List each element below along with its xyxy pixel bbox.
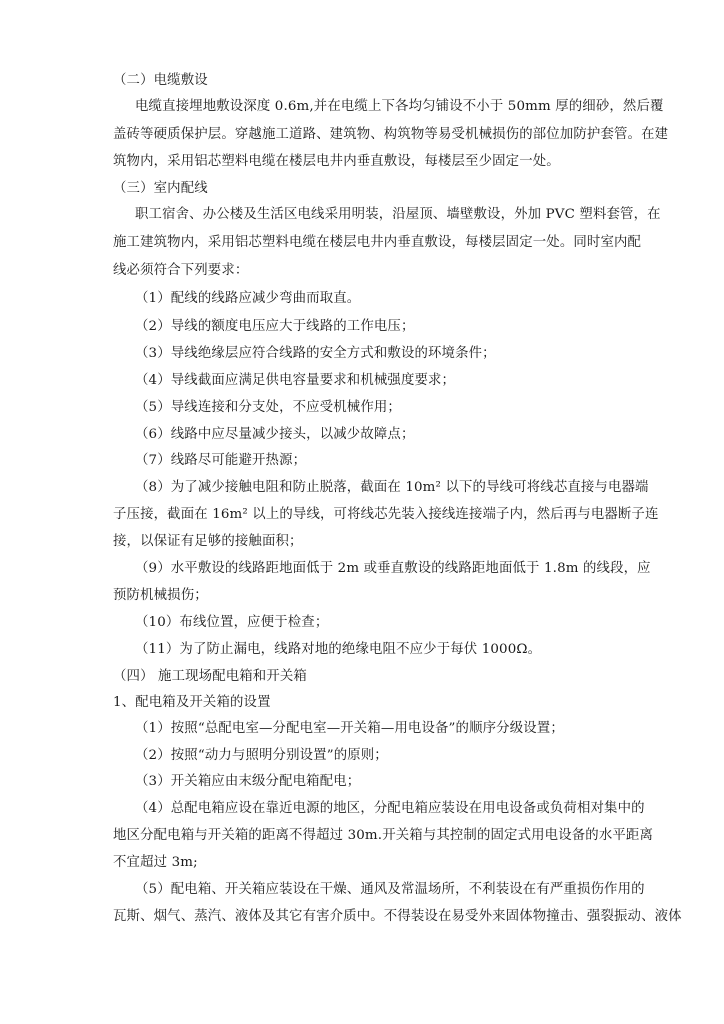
list-item: （3）导线绝缘层应符合线路的安全方式和敷设的环境条件； — [135, 346, 496, 361]
list-item-continuation: 地区分配电箱与开关箱的距离不得超过 30m.开关箱与其控制的固定式用电设备的水平距离 — [113, 828, 653, 843]
list-item: （1）按照“总配电室—分配电室—开关箱—用电设备”的顺序分级设置； — [135, 721, 564, 736]
list-item-continuation: 接，以保证有足够的接触面积； — [113, 534, 303, 549]
paragraph-line: 盖砖等硬质保护层。穿越施工道路、建筑物、构筑物等易受机械损伤的部位加防护套管。在建 — [113, 127, 669, 142]
list-item-continuation: 预防机械损伤； — [113, 588, 208, 603]
list-item-continuation: 不宜超过 3m; — [113, 855, 198, 870]
section-heading-distribution-boxes: （四） 施工现场配电箱和开关箱 — [113, 669, 307, 684]
list-item: （4）总配电箱应设在靠近电源的地区，分配电箱应装设在用电设备或负荷相对集中的 — [135, 801, 645, 816]
subsection-heading: 1、配电箱及开关箱的设置 — [113, 695, 271, 710]
section-heading-cable-laying: （二）电缆敷设 — [113, 73, 208, 88]
list-item: （11）为了防止漏电，线路对地的绝缘电阻不应少于每伏 1000Ω。 — [135, 642, 542, 657]
paragraph-line: 职工宿舍、办公楼及生活区电线采用明装，沿屋顶、墙壁敷设，外加 PVC 塑料套管，在 — [135, 207, 661, 222]
list-item-continuation: 瓦斯、烟气、蒸汽、液体及其它有害介质中。不得装设在易受外来固体物撞击、强裂振动、液体 — [113, 909, 682, 924]
list-item-continuation: 子压接，截面在 16m² 以上的导线，可将线芯先装入接线连接端子内，然后再与电器断子连 — [113, 507, 659, 522]
list-item: （2）按照“动力与照明分别设置”的原则； — [135, 748, 388, 763]
list-item: （2）导线的额度电压应大于线路的工作电压； — [135, 319, 415, 334]
list-item: （9）水平敷设的线路距地面低于 2m 或垂直敷设的线路距地面低于 1.8m 的线段，应 — [135, 561, 651, 576]
paragraph-line: 线必须符合下列要求： — [113, 263, 249, 278]
list-item: （1）配线的线路应减少弯曲而取直。 — [135, 291, 361, 306]
list-item: （3）开关箱应由末级分配电箱配电； — [135, 774, 361, 789]
paragraph-line: 筑物内，采用铝芯塑料电缆在楼层电井内垂直敷设，每楼层至少固定一处。 — [113, 154, 560, 169]
list-item: （7）线路尽可能避开热源； — [135, 453, 307, 468]
paragraph-line: 电缆直接埋地敷设深度 0.6m,并在电缆上下各均匀铺设不小于 50mm 厚的细砂，然后覆 — [135, 99, 664, 114]
list-item: （5）导线连接和分支处，不应受机械作用； — [135, 400, 401, 415]
list-item: （5）配电箱、开关箱应装设在干燥、通风及常温场所，不利装设在有严重损伤作用的 — [135, 882, 645, 897]
paragraph-line: 施工建筑物内，采用铝芯塑料电缆在楼层电井内垂直敷设，每楼层固定一处。同时室内配 — [113, 235, 642, 250]
list-item: （4）导线截面应满足供电容量要求和机械强度要求； — [135, 373, 456, 388]
list-item: （6）线路中应尽量减少接头，以减少故障点； — [135, 427, 415, 442]
list-item: （8）为了减少接触电阻和防止脱落，截面在 10m² 以下的导线可将线芯直接与电器端 — [135, 480, 649, 495]
section-heading-indoor-wiring: （三）室内配线 — [113, 181, 208, 196]
list-item: （10）布线位置，应便于检查； — [135, 615, 329, 630]
